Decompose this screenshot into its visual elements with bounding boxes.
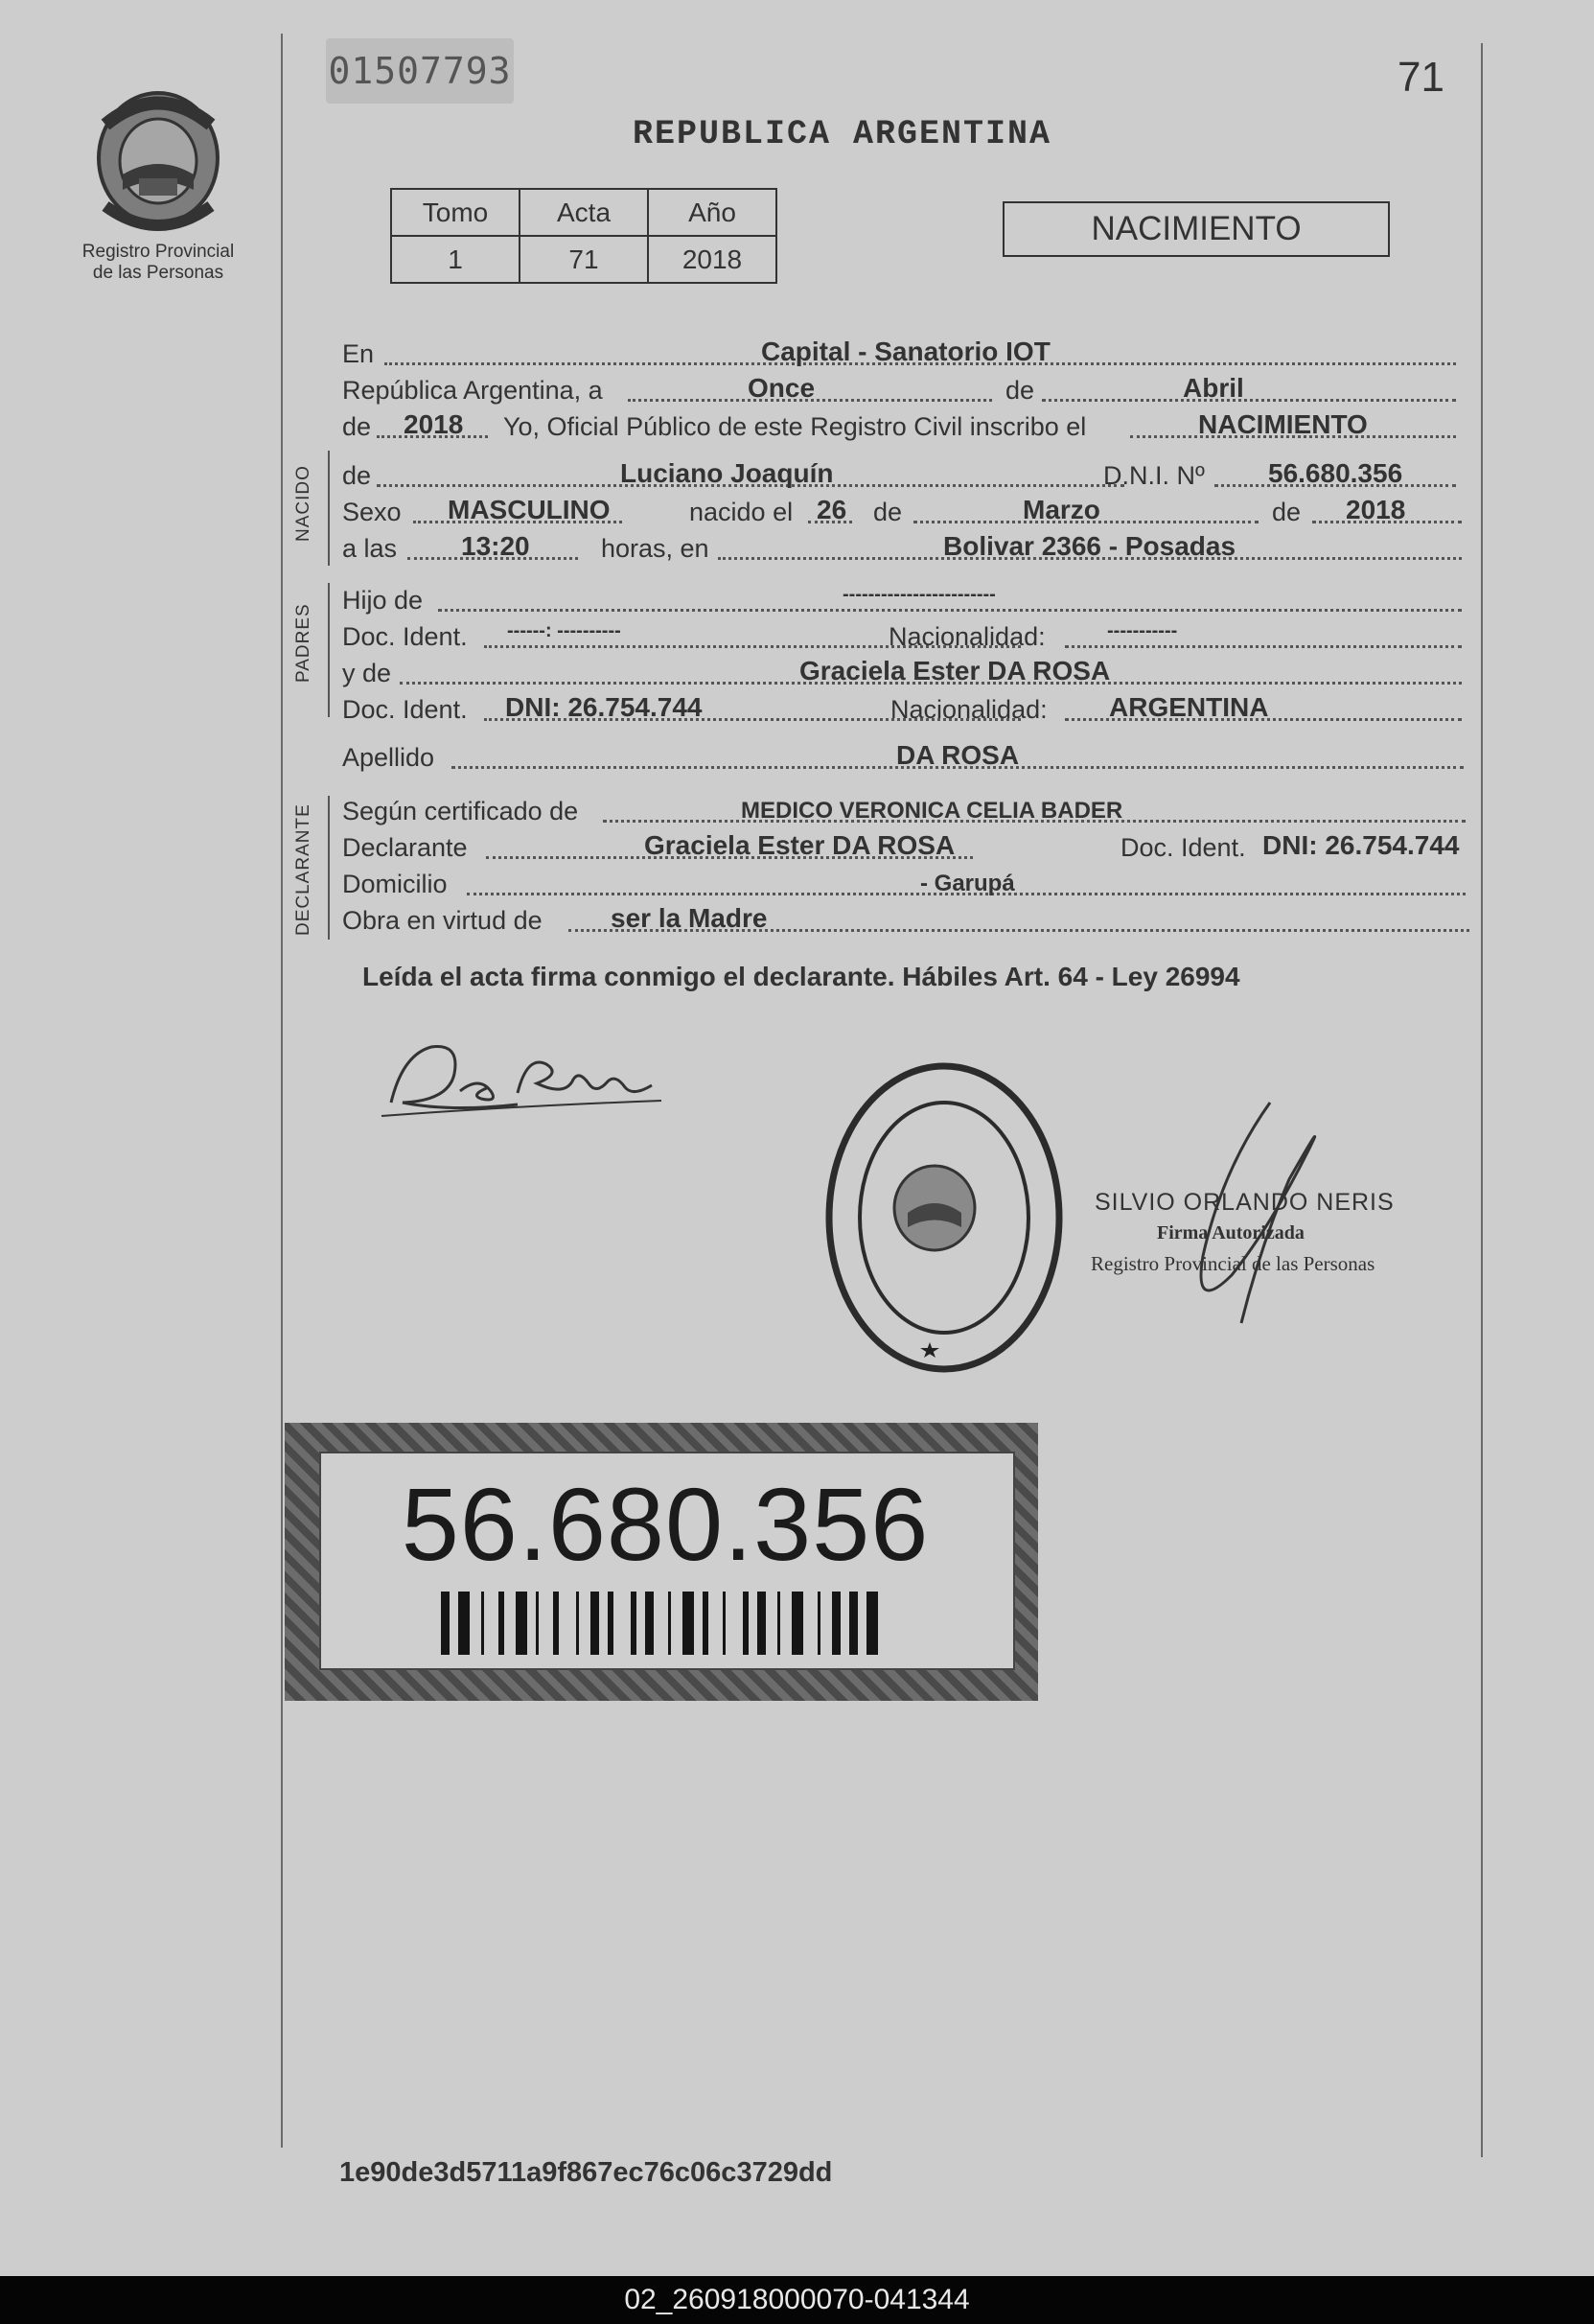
label-doc-ident-mother: Doc. Ident. bbox=[342, 695, 468, 724]
official-text: Yo, Oficial Público de este Registro Civil inscribo el bbox=[503, 412, 1087, 441]
month-value: Abril bbox=[1183, 373, 1244, 403]
label-republica: República Argentina, a bbox=[342, 376, 603, 405]
barcode bbox=[441, 1592, 887, 1655]
mother-doc-value: DNI: 26.754.744 bbox=[505, 692, 703, 722]
label-nacionalidad-father: Nacionalidad: bbox=[889, 622, 1046, 651]
registry-value-acta: 71 bbox=[520, 236, 648, 283]
label-en: En bbox=[342, 339, 375, 368]
label-obra: Obra en virtud de bbox=[342, 906, 543, 935]
birth-year-value: 2018 bbox=[1346, 495, 1406, 524]
row-mother bbox=[342, 654, 1462, 690]
declarant-signature bbox=[374, 1035, 681, 1122]
section-bar-declarante bbox=[328, 796, 330, 940]
official-stamp bbox=[820, 1055, 1069, 1381]
mother-value: Graciela Ester DA ROSA bbox=[799, 656, 1111, 686]
row-domicile bbox=[342, 865, 1466, 901]
label-domicilio: Domicilio bbox=[342, 870, 448, 898]
time-value: 13:20 bbox=[461, 531, 530, 561]
barcode-bar bbox=[668, 1592, 671, 1655]
child-dni-value: 56.680.356 bbox=[1268, 458, 1403, 488]
row-father bbox=[342, 581, 1462, 617]
birth-address-value: Bolivar 2366 - Posadas bbox=[943, 531, 1236, 561]
section-label-padres: PADRES bbox=[293, 603, 313, 683]
declarant-doc-value: DNI: 26.754.744 bbox=[1262, 830, 1460, 860]
sex-value: MASCULINO bbox=[448, 495, 611, 524]
barcode-bar bbox=[536, 1592, 539, 1655]
left-margin-line bbox=[281, 34, 283, 2148]
row-mother-doc bbox=[342, 690, 1462, 727]
dotted-line bbox=[438, 609, 1462, 612]
section-bar-padres bbox=[328, 583, 330, 717]
row-place bbox=[342, 335, 1456, 371]
certificate-value: MEDICO VERONICA CELIA BADER bbox=[741, 798, 1123, 824]
barcode-bar bbox=[498, 1592, 504, 1655]
barcode-bar bbox=[849, 1592, 858, 1655]
father-nationality-value: ----------- bbox=[1107, 620, 1178, 641]
registry-header-tomo: Tomo bbox=[391, 189, 520, 236]
right-margin-line bbox=[1481, 43, 1483, 2157]
barcode-bar bbox=[682, 1592, 694, 1655]
registry-value-ano: 2018 bbox=[648, 236, 776, 283]
barcode-bar bbox=[516, 1592, 527, 1655]
label-de: de bbox=[1005, 376, 1035, 405]
child-name-value: Luciano Joaquín bbox=[620, 458, 834, 488]
row-name bbox=[342, 456, 1456, 493]
year-value: 2018 bbox=[404, 409, 464, 439]
label-horas: horas, en bbox=[601, 534, 709, 563]
barcode-bar bbox=[631, 1592, 636, 1655]
legal-statement: Leída el acta firma conmigo el declarante. Hábiles Art. 64 - Ley 26994 bbox=[362, 962, 1240, 991]
label-y-de: y de bbox=[342, 659, 392, 687]
document-title: REPUBLICA ARGENTINA bbox=[633, 115, 1052, 153]
father-doc-value: ------: ---------- bbox=[507, 620, 621, 641]
dotted-line bbox=[1042, 399, 1456, 402]
logo-caption-line-2: de las Personas bbox=[92, 263, 224, 283]
declarant-value: Graciela Ester DA ROSA bbox=[644, 830, 956, 860]
row-declarant bbox=[342, 828, 1466, 865]
father-value: ------------------------ bbox=[843, 584, 996, 605]
barcode-bar bbox=[818, 1592, 820, 1655]
birth-month-value: Marzo bbox=[1023, 495, 1100, 524]
place-value: Capital - Sanatorio IOT bbox=[761, 337, 1051, 366]
act-value: NACIMIENTO bbox=[1198, 409, 1368, 439]
label-segun-certificado: Según certificado de bbox=[342, 797, 579, 825]
registry-table bbox=[390, 188, 777, 284]
label-apellido: Apellido bbox=[342, 743, 435, 772]
barcode-bar bbox=[866, 1592, 878, 1655]
barcode-bar bbox=[777, 1592, 780, 1655]
act-type-box: NACIMIENTO bbox=[1003, 201, 1390, 257]
label-doc-ident-father: Doc. Ident. bbox=[342, 622, 468, 651]
logo-caption-line-1: Registro Provincial bbox=[81, 242, 235, 262]
row-surname bbox=[342, 738, 1464, 775]
row-certificate bbox=[342, 792, 1466, 828]
barcode-bar bbox=[553, 1592, 559, 1655]
barcode-bar bbox=[608, 1592, 613, 1655]
section-label-nacido: NACIDO bbox=[293, 465, 313, 542]
mother-nationality-value: ARGENTINA bbox=[1109, 692, 1269, 722]
label-hijo-de: Hijo de bbox=[342, 586, 424, 615]
label-nacionalidad-mother: Nacionalidad: bbox=[890, 695, 1048, 724]
label-doc-ident-declarant: Doc. Ident. bbox=[1120, 833, 1246, 862]
label-declarante: Declarante bbox=[342, 833, 468, 862]
officer-name: SILVIO ORLANDO NERIS bbox=[1095, 1189, 1395, 1216]
serial-number: 01507793 bbox=[326, 38, 514, 104]
row-date bbox=[342, 371, 1456, 407]
barcode-bar bbox=[458, 1592, 470, 1655]
barcode-bar bbox=[576, 1592, 579, 1655]
barcode-bar bbox=[757, 1592, 766, 1655]
row-obra bbox=[342, 901, 1469, 938]
row-father-doc bbox=[342, 617, 1462, 654]
barcode-bar bbox=[832, 1592, 841, 1655]
surname-value: DA ROSA bbox=[896, 740, 1020, 770]
label-de-year: de bbox=[342, 412, 372, 441]
label-de-month: de bbox=[873, 498, 903, 526]
domicile-value: - Garupá bbox=[920, 871, 1015, 896]
logo-caption bbox=[58, 242, 259, 284]
registry-header-ano: Año bbox=[648, 189, 776, 236]
obra-value: ser la Madre bbox=[611, 903, 768, 933]
label-nacido-el: nacido el bbox=[689, 498, 794, 526]
day-value: Once bbox=[748, 373, 816, 403]
label-a-las: a las bbox=[342, 534, 398, 563]
label-de-byear: de bbox=[1272, 498, 1302, 526]
dotted-line bbox=[1065, 645, 1462, 648]
registry-header-acta: Acta bbox=[520, 189, 648, 236]
barcode-bar bbox=[723, 1592, 726, 1655]
section-bar-nacido bbox=[328, 451, 330, 566]
barcode-bar bbox=[481, 1592, 484, 1655]
barcode-bar bbox=[645, 1592, 654, 1655]
page-number: 71 bbox=[1398, 54, 1444, 101]
barcode-bar bbox=[743, 1592, 749, 1655]
birth-day-value: 26 bbox=[817, 495, 847, 524]
officer-organization: Registro Provincial de las Personas bbox=[1091, 1252, 1375, 1275]
barcode-bar bbox=[590, 1592, 599, 1655]
label-de-name: de bbox=[342, 461, 372, 490]
barcode-bar bbox=[703, 1592, 708, 1655]
document-hash: 1e90de3d5711a9f867ec76c06c3729dd bbox=[339, 2157, 833, 2188]
row-time bbox=[342, 529, 1462, 566]
barcode-bar bbox=[792, 1592, 803, 1655]
label-sexo: Sexo bbox=[342, 498, 402, 526]
section-label-declarante: DECLARANTE bbox=[293, 803, 313, 936]
province-logo bbox=[86, 86, 230, 240]
row-sex bbox=[342, 493, 1462, 529]
barcode-bar bbox=[441, 1592, 450, 1655]
label-dni: D.N.I. Nº bbox=[1103, 461, 1205, 490]
sticker-number: 56.680.356 bbox=[401, 1466, 930, 1582]
row-official bbox=[342, 407, 1456, 444]
registry-value-tomo: 1 bbox=[391, 236, 520, 283]
officer-role: Firma Autorizada bbox=[1157, 1222, 1305, 1243]
footer-filename: 02_260918000070-041344 bbox=[0, 2276, 1594, 2324]
